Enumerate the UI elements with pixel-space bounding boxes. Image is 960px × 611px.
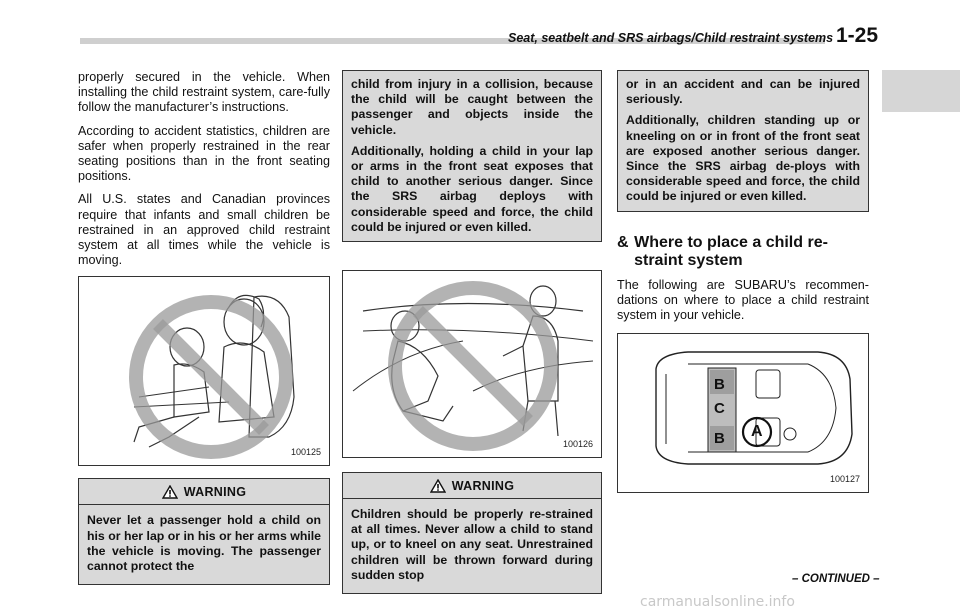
figure-child-on-lap (78, 276, 330, 466)
warning-header (343, 473, 601, 499)
figure-id: 100127 (829, 474, 860, 485)
warning-continued-box (342, 70, 602, 242)
vehicle-top-view-diagram (618, 334, 869, 493)
warning-text: Additionally, children standing up or kneeling on or in front of the front seat are exposed another serious danger. Since the SRS airbag de-ploys with considerable speed and force, the child could be injured or even killed. (626, 113, 860, 204)
page-number: 1-25 (836, 24, 879, 47)
section-header-title: Seat, seatbelt and SRS airbags/Child restraint systems (508, 31, 834, 45)
warning-box (78, 478, 330, 585)
column-1 (78, 70, 330, 585)
warning-title: WARNING (183, 484, 247, 499)
warning-box (342, 472, 602, 594)
warning-text: Additionally, holding a child in your lap or arms in the front seat exposes that child to another serious danger. Since the SRS airbag deploys with considerable speed and force, the child could be injured or even killed. (351, 143, 593, 234)
section-mark: & (617, 233, 629, 251)
warning-triangle-icon (430, 479, 446, 493)
column-2 (342, 70, 602, 594)
figure-id: 100125 (290, 447, 321, 458)
paragraph: All U.S. states and Canadian provinces require that infants and small children be restrained in an approved child restraint system at all times while the vehicle is moving. (78, 192, 330, 268)
paragraph: According to accident statistics, children are safer when properly restrained in the rear seating positions than in the front seating positions. (78, 123, 330, 184)
watermark: carmanualsonline.info (640, 594, 795, 610)
continued-label: – CONTINUED – (792, 573, 880, 585)
warning-title: WARNING (451, 478, 515, 493)
warning-body (343, 499, 601, 593)
child-on-lap-illustration (79, 277, 330, 466)
children-standing-illustration (343, 271, 602, 458)
section-title: Where to place a child re-straint system (634, 233, 828, 269)
position-label-c: C (714, 400, 725, 418)
position-label-a: A (751, 423, 763, 441)
section-heading (617, 234, 869, 270)
warning-text: Never let a passenger hold a child on his or her lap or in his or her arms while the vehicle is moving. The passenger cannot protect the (87, 513, 321, 574)
warning-text: Children should be properly re-strained at all times. Never allow a child to stand up, or to kneel on any seat. Unrestrained children will be thrown forward during sudden stop (351, 507, 593, 582)
column-3 (617, 70, 869, 493)
paragraph: properly secured in the vehicle. When installing the child restraint system, care-fully follow the manufacturer’s instructions. (78, 70, 330, 115)
warning-text: or in an accident and can be injured seriously. (626, 77, 860, 107)
warning-continued-box (617, 70, 869, 212)
warning-triangle-icon (162, 485, 178, 499)
figure-seat-positions (617, 333, 869, 493)
paragraph: The following are SUBARU’s recommen-dations on where to place a child restraint system in your vehicle. (617, 277, 869, 323)
warning-text: child from injury in a collision, because the child will be caught between the passenger and objects inside the vehicle. (351, 77, 593, 137)
warning-header (79, 479, 329, 505)
figure-id: 100126 (562, 439, 593, 450)
position-label-b-bottom: B (714, 430, 725, 448)
warning-body (79, 505, 329, 584)
chapter-side-tab (882, 70, 960, 112)
figure-child-in-front-seat (342, 270, 602, 458)
position-label-b-top: B (714, 376, 725, 394)
